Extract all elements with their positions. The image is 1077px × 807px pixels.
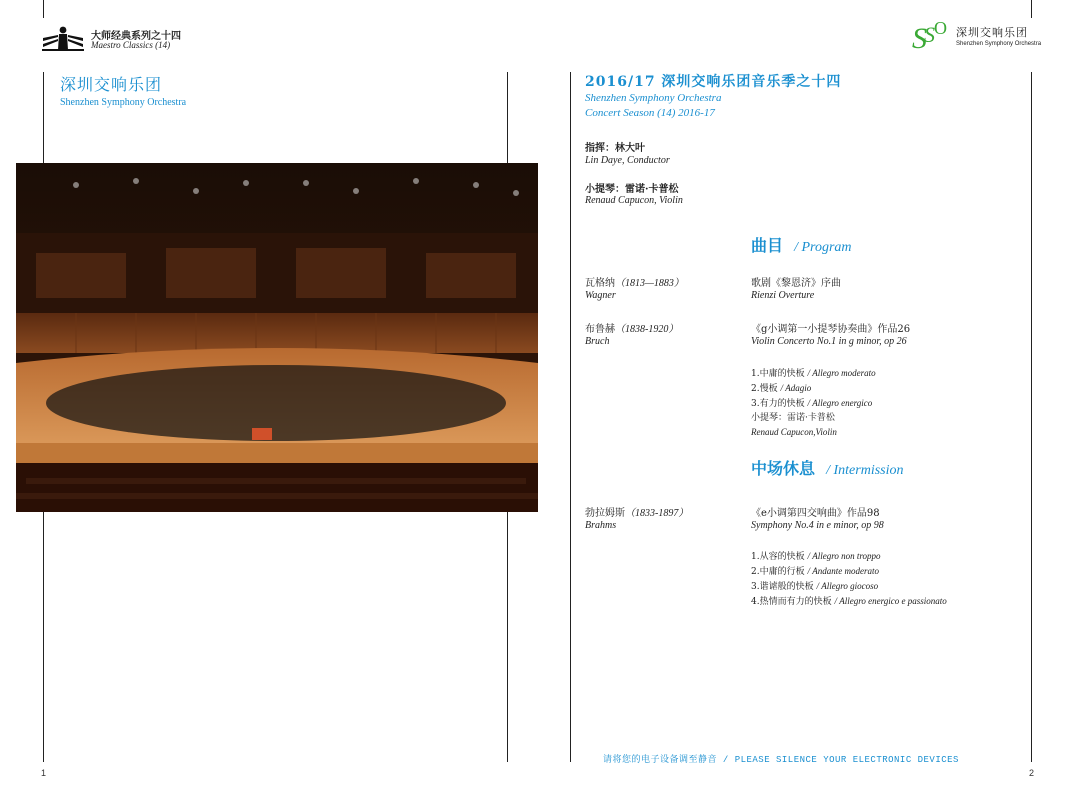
- violin-zh: 小提琴：雷诺·卡普松: [585, 184, 679, 195]
- work-title-en: Symphony No.4 in e minor, op 98: [751, 520, 884, 531]
- composer-name-zh: 布鲁赫: [585, 324, 615, 335]
- list-item: 1.从容的快板 / Allegro non troppo: [751, 551, 881, 562]
- composer-wagner: [585, 274, 684, 289]
- list-item: 2.慢板 / Adagio: [751, 383, 812, 394]
- sso-logo: [910, 14, 954, 58]
- intermission-en: / Intermission: [826, 463, 904, 478]
- logo-name-zh: 深圳交响乐团: [956, 26, 1028, 39]
- list-item: 3.有力的快板 / Allegro energico: [751, 398, 873, 409]
- composer-years: （1838-1920）: [615, 324, 679, 335]
- composer-name-en: Brahms: [585, 520, 617, 531]
- movement-list: [751, 366, 876, 439]
- conductor-en: Lin Daye, Conductor: [585, 155, 670, 166]
- list-item: 1.中庸的快板 / Allegro moderato: [751, 368, 876, 379]
- conductor-zh: 指挥：林大叶: [585, 143, 645, 154]
- svg-text:O: O: [934, 18, 947, 38]
- series-subtitle: Maestro Classics (14): [91, 40, 171, 50]
- crop-mark: [1031, 0, 1032, 18]
- crop-mark: [43, 0, 44, 18]
- program-heading-en: / Program: [794, 240, 852, 255]
- orchestra-photo: [16, 163, 538, 512]
- composer-name-en: Wagner: [585, 290, 616, 301]
- work-title-en: Violin Concerto No.1 in g minor, op 26: [751, 336, 907, 347]
- composer-name-zh: 瓦格纳: [585, 278, 615, 289]
- program-heading: [751, 233, 852, 256]
- list-item: 2.中庸的行板 / Andante moderato: [751, 566, 879, 577]
- work-title-zh: 歌剧《黎恩济》序曲: [751, 278, 841, 289]
- movement-list: [751, 549, 947, 609]
- sso-logo-icon: [910, 14, 954, 54]
- svg-text:S: S: [924, 22, 935, 47]
- soloist-zh: 小提琴：雷诺·卡普松: [751, 413, 835, 423]
- orchestra-name-en: Shenzhen Symphony Orchestra: [60, 97, 187, 108]
- series-title: 大师经典系列之十四: [91, 31, 181, 42]
- page-number-left: 1: [41, 768, 47, 778]
- svg-text:S: S: [912, 22, 927, 54]
- logo-name-en: Shenzhen Symphony Orchestra: [956, 41, 1042, 47]
- work-title-zh: 《e小调第四交响曲》作品98: [751, 508, 880, 519]
- silence-notice: 请将您的电子设备调至静音 / PLEASE SILENCE YOUR ELECTRONIC DEVICES: [603, 755, 959, 765]
- season-en-2: Concert Season (14) 2016-17: [585, 107, 715, 119]
- season-en-1: Shenzhen Symphony Orchestra: [585, 92, 722, 104]
- season-title: 2016/17 深圳交响乐团音乐季之十四: [585, 74, 842, 90]
- intermission-zh: 中场休息: [751, 459, 816, 478]
- orchestra-name-zh: 深圳交响乐团: [60, 75, 163, 94]
- soloist-en: Renaud Capucon,Violin: [751, 427, 837, 437]
- violin-en: Renaud Capucon, Violin: [585, 195, 683, 206]
- composer-bruch: [585, 320, 678, 335]
- program-heading-zh: 曲目: [751, 236, 784, 255]
- composer-years: （1833-1897）: [625, 508, 689, 519]
- composer-brahms: [585, 504, 688, 519]
- work-title-zh: 《g小调第一小提琴协奏曲》作品26: [751, 324, 911, 335]
- list-item: 3.谐谑般的快板 / Allegro giocoso: [751, 581, 879, 592]
- center-rule-right: [570, 72, 571, 762]
- conductor-icon: [41, 24, 85, 52]
- intermission-heading: [751, 456, 904, 479]
- series-logo: [41, 24, 85, 56]
- right-margin-rule: [1031, 72, 1032, 762]
- composer-years: （1813—1883）: [615, 278, 684, 289]
- composer-name-zh: 勃拉姆斯: [585, 508, 625, 519]
- work-title-en: Rienzi Overture: [751, 290, 815, 301]
- page-number-right: 2: [1029, 768, 1035, 778]
- list-item: 4.热情而有力的快板 / Allegro energico e passionato: [751, 596, 947, 607]
- composer-name-en: Bruch: [585, 336, 610, 347]
